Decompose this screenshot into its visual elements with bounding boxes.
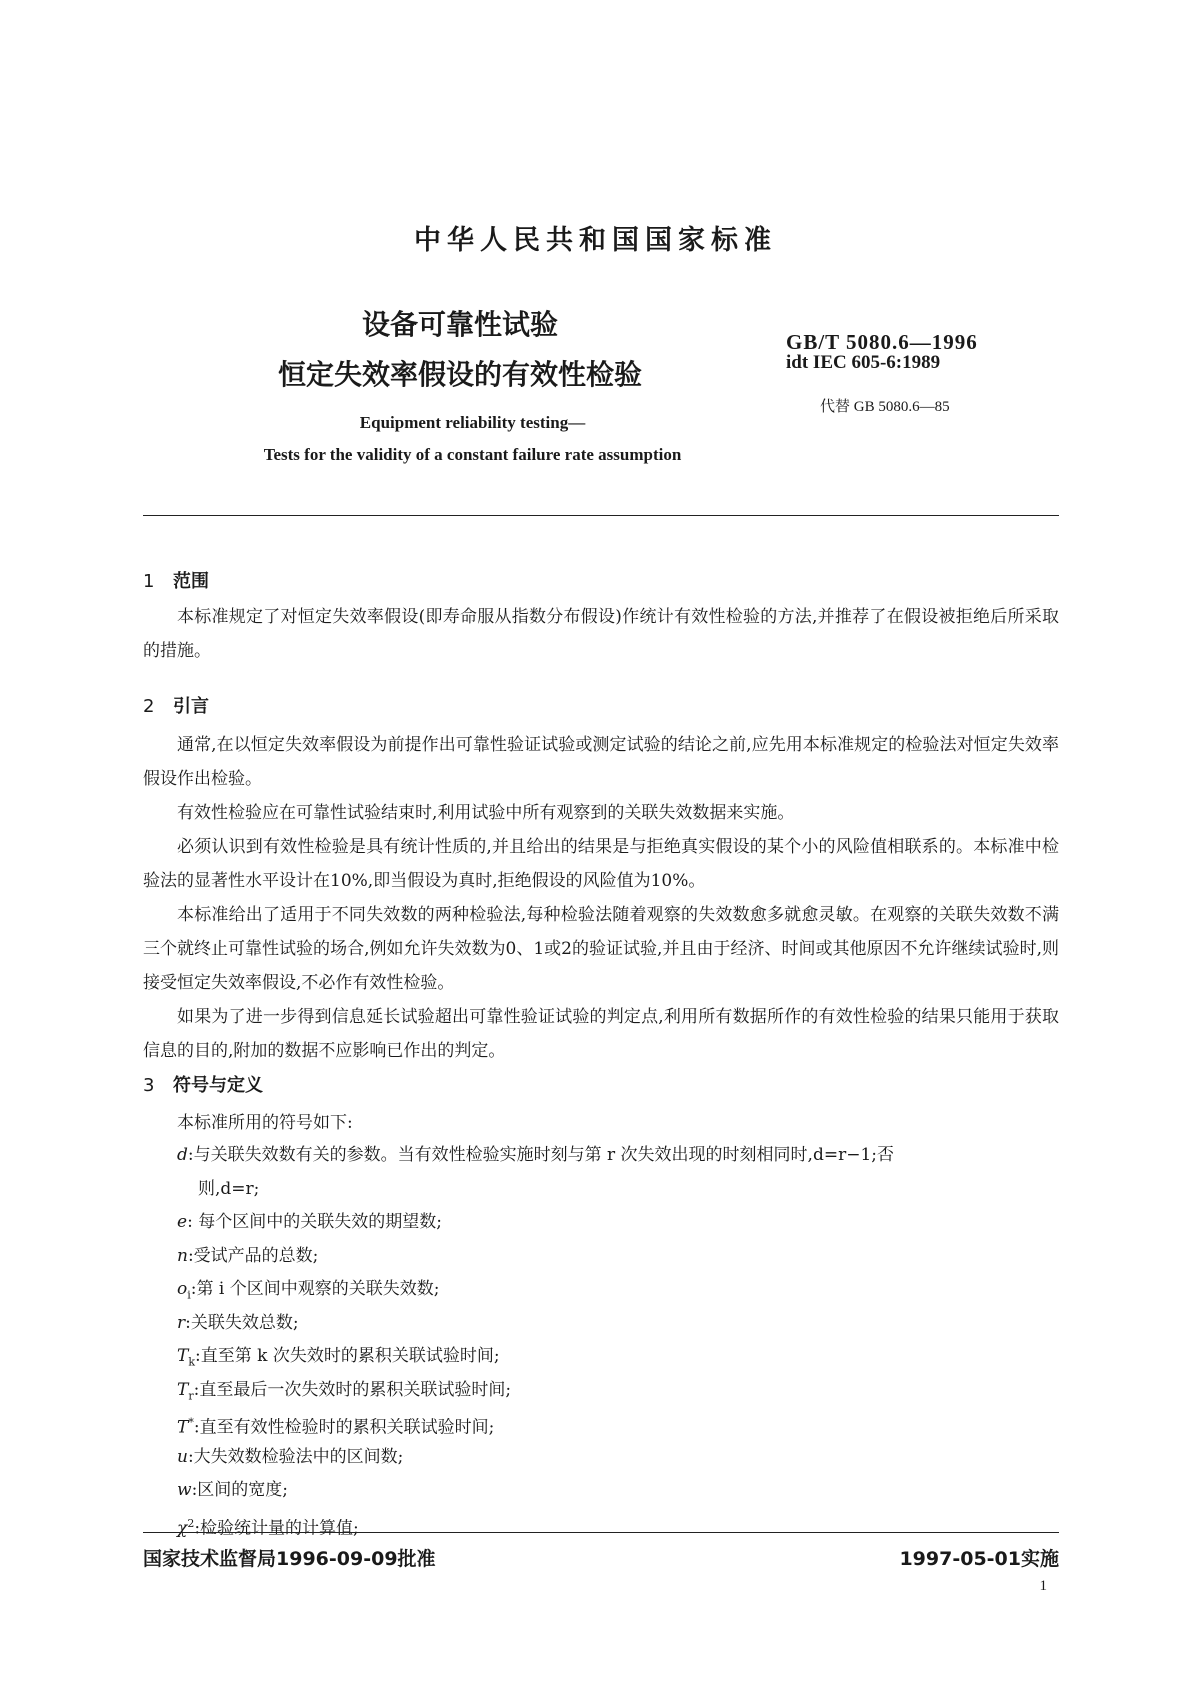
symbol-definition <box>177 1139 894 1171</box>
symbol-text: :直至最后一次失效时的累积关联试验时间; <box>193 1379 512 1400</box>
national-standard-heading: 中华人民共和国国家标准 <box>414 225 777 256</box>
section-title: 引言 <box>173 696 209 717</box>
symbol-definition <box>177 1508 359 1545</box>
symbol-text: : 每个区间中的关联失效的期望数; <box>187 1212 442 1232</box>
symbol-definition <box>177 1240 318 1272</box>
symbol-text: :直至有效性检验时的累积关联试验时间; <box>193 1417 495 1438</box>
symbols-intro: 本标准所用的符号如下: <box>177 1113 353 1133</box>
symbol-text: :区间的宽度; <box>191 1480 289 1500</box>
footer-divider <box>143 1532 1059 1533</box>
section-1-para-1: 本标准规定了对恒定失效率假设(即寿命服从指数分布假设)作统计有效性检验的方法,并推荐了在假设被拒绝后所采取的措施。 <box>143 607 1059 661</box>
symbol-text: :直至第 k 次失效时的累积关联试验时间; <box>195 1346 500 1366</box>
section-title: 符号与定义 <box>173 1075 263 1096</box>
section-2-para-2: 有效性检验应在可靠性试验结束时,利用试验中所有观察到的关联失效数据来实施。 <box>177 803 795 823</box>
symbol-definition <box>198 1173 259 1205</box>
header-divider <box>143 515 1059 516</box>
symbol-text: :受试产品的总数; <box>187 1245 319 1266</box>
standard-number: GB/T 5080.6—1996 <box>786 330 978 354</box>
symbol: e <box>177 1212 188 1232</box>
section-2-heading <box>143 692 209 718</box>
section-2-para-3: 必须认识到有效性检验是具有统计性质的,并且给出的结果是与拒绝真实假设的某个小的风险值相联系的。本标准中检验法的显著性水平设计在10%,即当假设为真时,拒绝假设的风险值为10%。 <box>143 837 1059 891</box>
section-1-heading <box>143 567 209 593</box>
symbol-definition <box>177 1441 403 1473</box>
idt-reference: idt IEC 605-6:1989 <box>786 352 941 373</box>
section-2-para-5: 如果为了进一步得到信息延长试验超出可靠性验证试验的判定点,利用所有数据所作的有效性检验的结果只能用于获取信息的目的,附加的数据不应影响已作出的判定。 <box>143 1007 1059 1061</box>
section-number: 3 <box>143 1075 155 1096</box>
symbol-text: :第 i 个区间中观察的关联失效数; <box>190 1279 440 1299</box>
page-number: 1 <box>1039 1578 1047 1594</box>
section-3-heading <box>143 1071 263 1097</box>
symbol: w <box>177 1480 192 1500</box>
symbol-definition <box>177 1307 299 1339</box>
implementation-date: 1997-05-01实施 <box>899 1548 1059 1570</box>
section-title: 范围 <box>173 571 209 592</box>
symbol: T <box>177 1346 189 1366</box>
symbol-definition <box>177 1206 442 1238</box>
symbol: n <box>177 1245 188 1266</box>
symbol: χ <box>177 1518 188 1539</box>
symbol-superscript: 2 <box>187 1516 195 1530</box>
title-cn-line2: 恒定失效率假设的有效性检验 <box>277 358 642 391</box>
symbol-subscript: i <box>187 1288 191 1302</box>
symbol-definition <box>177 1407 494 1444</box>
symbol: d <box>177 1145 188 1165</box>
title-en-line1: Equipment reliability testing— <box>359 413 586 432</box>
symbol: T <box>177 1379 189 1400</box>
symbol: u <box>177 1446 188 1467</box>
replaces-reference: 代替 GB 5080.6—85 <box>820 399 950 415</box>
symbol: r <box>177 1312 186 1333</box>
symbol-text: :检验统计量的计算值; <box>194 1518 359 1539</box>
approval-line: 国家技术监督局1996-09-09批准 <box>143 1548 436 1570</box>
symbol-text: :大失效数检验法中的区间数; <box>187 1446 404 1467</box>
section-2-para-4: 本标准给出了适用于不同失效数的两种检验法,每种检验法随着观察的失效数愈多就愈灵敏。在观察的关联失效数不满三个就终止可靠性试验的场合,例如允许失效数为0、1或2的验证试验,并且由于经济、时间或其他原因不允许继续试验时,则接受恒定失效率假设,不必作有效性检验。 <box>143 905 1059 993</box>
symbol: T <box>177 1417 189 1438</box>
symbol-subscript: r <box>188 1388 194 1402</box>
section-2-para-1: 通常,在以恒定失效率假设为前提作出可靠性验证试验或测定试验的结论之前,应先用本标准规定的检验法对恒定失效率假设作出检验。 <box>143 735 1059 789</box>
section-number: 1 <box>143 571 155 592</box>
symbol-subscript: k <box>188 1355 196 1369</box>
title-en-line2: Tests for the validity of a constant failure rate assumption <box>263 445 682 464</box>
section-number: 2 <box>143 696 155 717</box>
symbol-text: :关联失效总数; <box>185 1312 299 1333</box>
symbol-superscript: * <box>188 1416 194 1429</box>
title-cn-line1: 设备可靠性试验 <box>361 308 558 341</box>
symbol-text: :与关联失效数有关的参数。当有效性检验实施时刻与第 r 次失效出现的时刻相同时,d=r−1;否 <box>187 1145 894 1165</box>
symbol: o <box>177 1279 188 1299</box>
symbol-text: 则,d=r; <box>198 1178 260 1199</box>
symbol-definition <box>177 1474 288 1506</box>
